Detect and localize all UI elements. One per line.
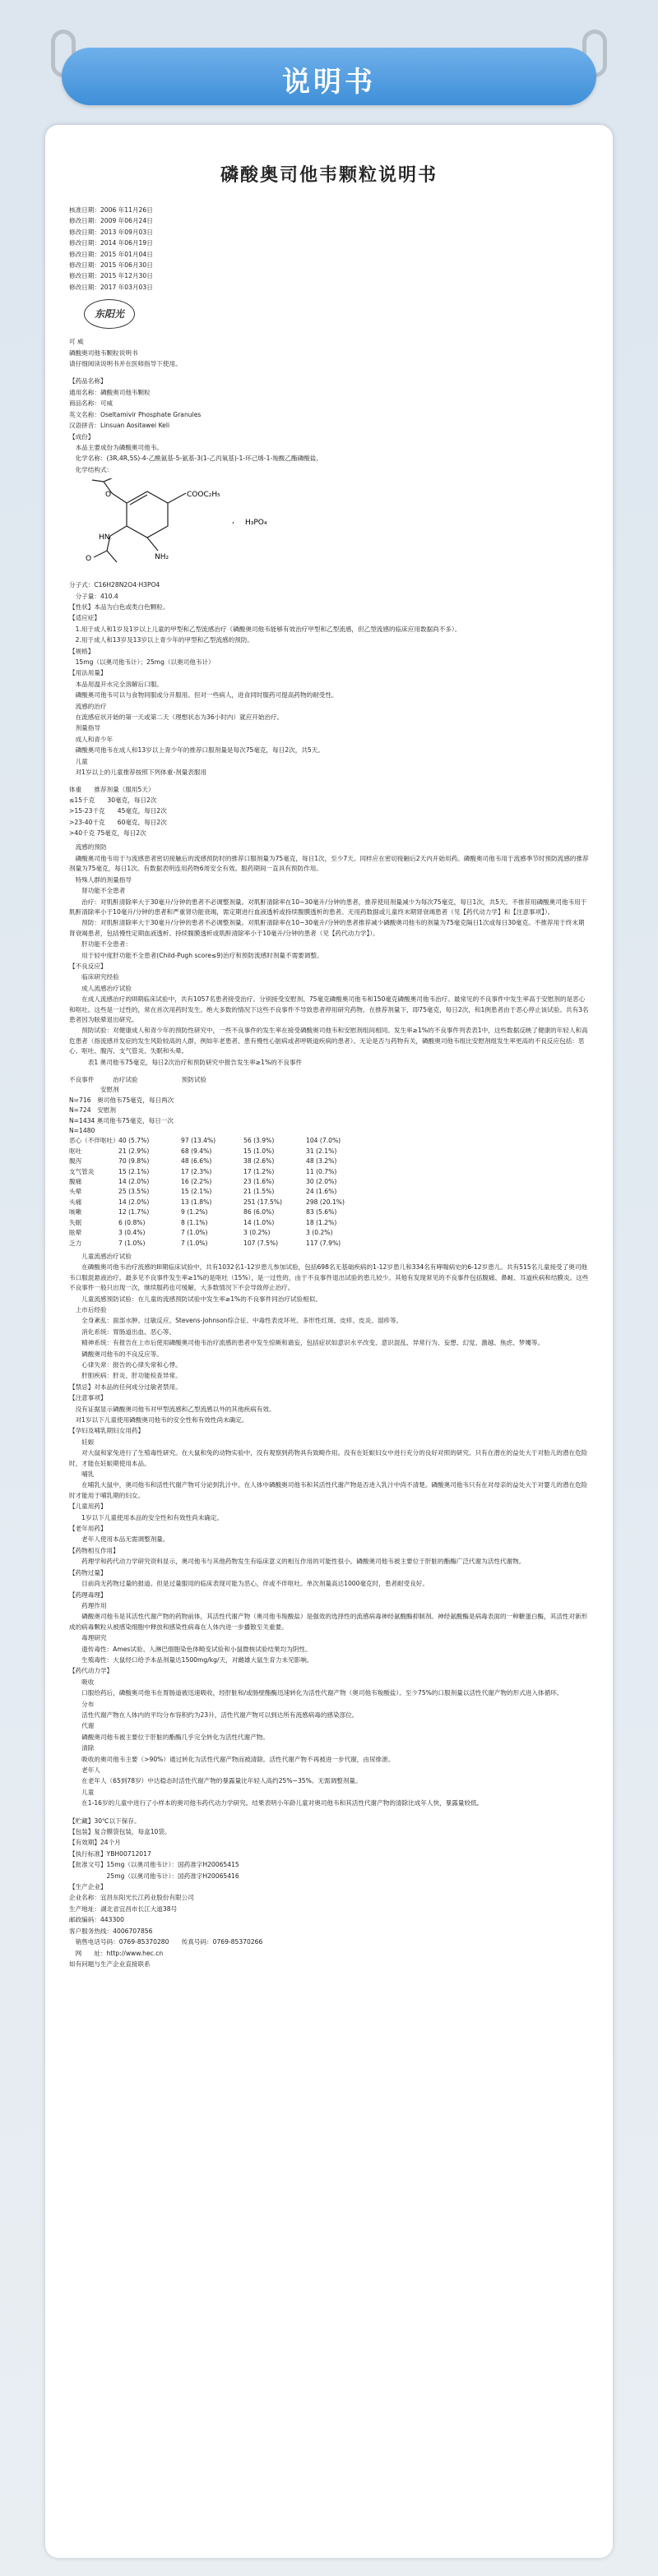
block3-line: 治疗：对肌酐清除率大于30毫升/分钟的患者不必调整剂量。对肌酐清除率在10~30毫升/分钟的患者，推荐使用剂量减少为每次75毫克，每日1次，共5天。不推荐用磷酸奥司他韦用于肌酐清除率小于10毫升/分钟的患者和严重肾功能衰竭，需定期进行血液透析或持续腹膜透析的患者。无用药数据或儿童终末期肾衰竭患者（见【药代动力学】和【注意事项】）。 — [69, 898, 587, 916]
block1-line: 英文名称：Oseltamivir Phosphate Granules — [69, 410, 202, 418]
ae-cell: 40 (5.7%) — [118, 1137, 150, 1145]
block4-line: 清除 — [69, 1744, 95, 1752]
block4-line: 【药物相互作用】 — [69, 1546, 119, 1554]
chemical-structure — [69, 478, 589, 575]
block2-line: 【性状】本品为白色或类白色颗粒。 — [69, 602, 169, 611]
block5-line: 【生产企业】 — [69, 1883, 107, 1891]
block4-line: 【药物过量】 — [69, 1568, 107, 1577]
ae-cell: 13 (1.8%) — [181, 1198, 212, 1206]
ae-event-name: 腹痛 — [69, 1178, 82, 1186]
block5-line: 【有效期】24个月 — [69, 1839, 121, 1847]
block2-line: 剂量指导 — [69, 724, 100, 732]
ae-cell: 11 (0.7%) — [306, 1167, 337, 1175]
block5-line: 邮政编码：443300 — [69, 1916, 124, 1924]
block1-line: 【药品名称】 — [69, 377, 107, 385]
block4-line: 遗传毒性：Ames试验、人淋巴细胞染色体畸变试验和小鼠微核试验结果均为阴性。 — [69, 1645, 312, 1653]
block4-line: 1岁以下儿童使用本品的安全性和有效性尚未确定。 — [69, 1513, 224, 1521]
ae-table-row — [69, 1239, 589, 1249]
ae-cell: 7 (1.0%) — [181, 1229, 208, 1237]
ae-head2: 安慰剂 — [69, 1086, 119, 1094]
ae-cell: 14 (1.0%) — [243, 1218, 275, 1226]
struct-comma: ， — [232, 517, 240, 526]
struct-ester-label: COOC₂H₅ — [187, 491, 220, 500]
block4-line: 儿童流感预防试验：在儿童的流感预防试验中发生率≥1%的不良事件同治疗试验相似。 — [69, 1295, 322, 1303]
block4-line: 磷酸奥司他韦被主要位于肝脏的酯酶几乎完全转化为活性代谢产物。 — [69, 1733, 269, 1741]
ae-cell: 298 (20.1%) — [306, 1198, 345, 1206]
block3-line: 在成人流感治疗的III期临床试验中，共有1057名患者接受治疗。分别接受安慰剂、75毫克磷酸奥司他韦和150毫克磷酸奥司他韦治疗。最常见的不良事件中发生率高于安慰剂的是恶心和呕吐。这些是一过性的，常在首次用药时发生。绝大多数的情况下这些不良事件不导致患者停用研究药物。在推荐剂量下，即75毫克，每日2次，和1例患者由于恶心停止该试验。共有3名患者因为眩晕退出研究。 — [69, 995, 589, 1023]
ae-cell: 38 (2.6%) — [243, 1157, 275, 1166]
ae-cell: 68 (9.4%) — [181, 1147, 212, 1155]
adverse-event-table — [69, 1075, 589, 1249]
block2-line: 磷酸奥司他韦可以与食物同服或分开服用。但对一些病人，进食同时服药可提高药物的耐受性。 — [69, 691, 338, 699]
block4-line: 对大鼠和家兔进行了生殖毒性研究。在大鼠和兔的动物实验中，没有观察到药物具有致畸作用。没有在妊娠妇女中进行充分的良好对照的研究。只有在潜在的益处大于对胎儿的潜在危险时，才能在妊娠期使用本品。 — [69, 1449, 588, 1467]
block4-line: 代谢 — [69, 1722, 95, 1730]
block2-line: 磷酸奥司他韦在成人和13岁以上青少年的推荐口服剂量是每次75毫克，每日2次，共5天。 — [69, 746, 324, 755]
ae-cell: 30 (2.0%) — [306, 1178, 337, 1186]
ae-cell: 15 (2.1%) — [118, 1167, 150, 1175]
block1-line: 通用名称：磷酸奥司他韦颗粒 — [69, 388, 151, 396]
block4-line: 吸收 — [69, 1678, 95, 1686]
block1-line: 商品名称：可威 — [69, 399, 114, 408]
block4-line: 活性代谢产物在人体内的平均分布容积约为23升，活性代谢产物可以到达所有流感病毒的感染部位。 — [69, 1710, 359, 1719]
block3-line: 特殊人群的剂量指导 — [69, 875, 132, 884]
ae-cell: 23 (1.6%) — [243, 1178, 275, 1186]
block4-line: 哺乳 — [69, 1470, 95, 1479]
block3-line: 临床研究经验 — [69, 973, 119, 981]
block4-line: 上市后经验 — [69, 1305, 107, 1313]
ae-table-row — [69, 1156, 589, 1166]
document-paper — [45, 125, 613, 2558]
block4-line: 毒理研究 — [69, 1634, 107, 1642]
structure-diagram — [69, 478, 316, 575]
ae-cell: 25 (3.5%) — [118, 1188, 150, 1196]
struct-o-label: O — [105, 491, 112, 500]
block4-line: 分布 — [69, 1700, 95, 1708]
ae-cell: 48 (6.6%) — [181, 1157, 212, 1166]
ae-head5: N=1434 奥司他韦75毫克，每日一次 — [69, 1116, 174, 1124]
revision-dates — [69, 205, 589, 293]
intro-line: 可 威 — [69, 338, 84, 346]
ae-event-name: 眩晕 — [69, 1229, 82, 1237]
composition-section — [69, 376, 589, 475]
block4-line: 老年人使用本品无需调整剂量。 — [69, 1535, 169, 1544]
block4-line: 【禁忌】对本品的任何成分过敏者禁用。 — [69, 1383, 182, 1391]
block4-line: 对1岁以下儿童使用磷酸奥司他韦的安全性和有效性尚未确定。 — [69, 1416, 248, 1424]
block2-line: 对1岁以上的儿童推荐按照下列体重-剂量表服用 — [69, 769, 207, 777]
ae-event-name: 咳嗽 — [69, 1208, 82, 1216]
block4-line: 精神系统：有报告在上市后使用磷酸奥司他韦治疗流感的患者中发生惊厥和谵妄，包括症状如意识水平改变、意识混乱、异常行为、妄想、幻觉、激越、焦虑、梦魇等。 — [69, 1339, 544, 1347]
dates-line: 修改日期：2015 年01月04日 — [69, 250, 153, 258]
ae-cell: 21 (2.9%) — [118, 1147, 150, 1155]
ae-cell: 24 (1.6%) — [306, 1188, 337, 1196]
block3-line: 磷酸奥司他韦用于与流感患者密切接触后的流感预防时的推荐口服剂量为75毫克，每日1次，至少7天。同样应在密切接触后2天内开始用药。磷酸奥司他韦用于流感季节时预防流感的推荐剂量为75毫克，每日1次。有数据表明连用药物6周安全有效。服药期间一直具有预防作用。 — [69, 854, 589, 873]
struct-nh2-label: NH₂ — [155, 553, 169, 562]
dates-line: 修改日期：2017 年03月03日 — [69, 283, 153, 291]
block4-line: 【老年用药】 — [69, 1525, 107, 1533]
block4-line: 【注意事项】 — [69, 1394, 107, 1402]
block4-line: 全身紊乱：面部水肿、过敏反应、Stevens-Johnson综合征、中毒性表皮坏死、多形性红斑、皮疹、皮炎、湿疹等。 — [69, 1317, 403, 1325]
block5-line: 【贮藏】30℃以下保存。 — [69, 1817, 141, 1825]
block3-line: 预防试验：对健康成人和青少年的预防性研究中，一些不良事件的发生率在接受磷酸奥司他韦和安慰剂组间相同。发生率≥1%的不良事件列表表1中，这些数据反映了健康的年轻人和高危患者（指流感并发症的发生风险较高的人群，例如年老患者、患有慢性心脏病或者呼吸道疾病的患者）。无论是否与药物有关，磷酸奥司他韦组比安慰剂组发生率更高的不良反应包括：恶心、呕吐、腹泻、支气管炎、失眠和头晕。 — [69, 1027, 588, 1055]
block2-line: 成人和青少年 — [69, 735, 114, 743]
block4-line: 磷酸奥司他韦的不良反应等。 — [69, 1350, 163, 1358]
indications-dosage-section — [69, 580, 589, 778]
company-logo-stamp: 东阳光 — [84, 299, 135, 329]
doseRows-line: >23-40千克 60毫克，每日2次 — [69, 818, 167, 826]
block4-line: 【药理毒理】 — [69, 1590, 107, 1599]
ae-event-name: 支气管炎 — [69, 1167, 95, 1175]
block2-line: 在流感症状开始的第一天或第二天（理想状态为36小时内）就应开始治疗。 — [69, 713, 284, 721]
block3-line: 【不良反应】 — [69, 962, 107, 970]
struct-acid-label: H₃PO₄ — [245, 519, 267, 528]
ae-cell: 14 (2.0%) — [118, 1178, 150, 1186]
block5-line: 【批准文号】15mg（以奥司他韦计）：国药准字H20065415 — [69, 1861, 239, 1869]
block2-line: 15mg（以奥司他韦计）；25mg（以奥司他韦计） — [69, 658, 215, 666]
block3-line: 肾功能不全患者 — [69, 887, 126, 895]
document-title: 磷酸奥司他韦颗粒说明书 — [220, 164, 438, 186]
block3-line: 成人流感治疗试验 — [69, 984, 132, 992]
ae-table-row — [69, 1228, 589, 1238]
struct-carbonyl-o: O — [86, 555, 92, 564]
ae-cell: 7 (1.0%) — [118, 1239, 146, 1247]
block3-line: 表1 奥司他韦75毫克，每日2次治疗和预防研究中报告发生率≥1%的不良事件 — [69, 1058, 303, 1066]
block2-line: 分子量：410.4 — [69, 592, 118, 600]
ae-cell: 251 (17.5%) — [243, 1198, 282, 1206]
block4-line: 儿童 — [69, 1788, 95, 1796]
ae-cell: 48 (3.2%) — [306, 1157, 337, 1166]
dates-line: 修改日期：2013 年09月03日 — [69, 228, 153, 236]
block1-line: 本品主要成份为磷酸奥司他韦。 — [69, 443, 163, 451]
clinical-pharmacology-section — [69, 1252, 589, 1809]
ae-cell: 21 (1.5%) — [243, 1188, 275, 1196]
dates-line: 核准日期：2006 年11月26日 — [69, 206, 153, 214]
block4-line: 生殖毒性：大鼠经口给予本品剂量达1500mg/kg/天，对雌雄大鼠生育力未见影响。 — [69, 1655, 313, 1664]
block3-line: 肝功能不全患者： — [69, 940, 132, 949]
ae-cell: 14 (2.0%) — [118, 1198, 150, 1206]
ae-cell: 3 (0.2%) — [243, 1229, 271, 1237]
prevention-adverse-section — [69, 843, 589, 1068]
block5-line: 【包装】复合膜袋包装，每盒10袋。 — [69, 1828, 171, 1836]
banner-title: 说明书 — [282, 66, 376, 99]
block4-line: 没有证据显示磷酸奥司他韦对甲型流感和乙型流感以外的其他疾病有效。 — [69, 1405, 276, 1413]
ae-cell: 8 (1.1%) — [181, 1218, 208, 1226]
block4-line: 药理作用 — [69, 1601, 107, 1609]
ae-cell: 56 (3.9%) — [243, 1137, 275, 1145]
ae-table-row — [69, 1218, 589, 1228]
block1-line: 化学结构式： — [69, 465, 114, 473]
ae-cell: 3 (0.4%) — [118, 1229, 146, 1237]
ae-event-name: 头晕 — [69, 1188, 82, 1196]
ae-cell: 104 (7.0%) — [306, 1137, 341, 1145]
dates-line: 修改日期：2014 年06月19日 — [69, 239, 153, 247]
block2-line: 本品用温开水完全溶解后口服。 — [69, 680, 163, 688]
block4-line: 【儿童用药】 — [69, 1503, 107, 1511]
ae-event-name: 失眠 — [69, 1218, 82, 1226]
ae-table-row — [69, 1207, 589, 1217]
block5-line: 25mg（以奥司他韦计）：国药准字H20065416 — [69, 1872, 239, 1880]
block1-line: 【成份】 — [69, 432, 95, 441]
block4-line: 口服给药后，磷酸奥司他韦在胃肠道被迅速吸收，经肝脏和/或肠壁酯酶迅速转化为活性代谢产物（奥司他韦羧酸盐）。至少75%的口服剂量以活性代谢产物的形式进入体循环。 — [69, 1689, 563, 1697]
block4-line: 消化系统：胃肠道出血、恶心等。 — [69, 1327, 176, 1336]
ae-event-name: 头痛 — [69, 1198, 82, 1206]
ae-cell: 7 (1.0%) — [181, 1239, 208, 1247]
block1-line: 汉语拼音：Linsuan Aositawei Keli — [69, 422, 170, 430]
dose-table-header: 体重 推荐剂量（服用5天） — [69, 786, 155, 794]
ae-event-name: 乏力 — [69, 1239, 82, 1247]
ae-table-row — [69, 1177, 589, 1187]
block5-line: 如有问题与生产企业直接联系 — [69, 1960, 151, 1968]
ae-cell: 3 (0.2%) — [306, 1229, 333, 1237]
ae-table-row — [69, 1187, 589, 1197]
block2-line: 2.用于成人和13岁及13岁以上青少年的甲型和乙型流感的预防。 — [69, 636, 254, 644]
block5-line: 企业名称：宜昌东阳光长江药业股份有限公司 — [69, 1894, 194, 1902]
document-content — [69, 163, 589, 1970]
block4-line: 【孕妇及哺乳期妇女用药】 — [69, 1427, 145, 1435]
doseRows-line: >15-23千克 45毫克，每日2次 — [69, 807, 167, 815]
ae-event-name: 腹泻 — [69, 1157, 82, 1166]
intro-line: 请仔细阅读说明书并在医师指导下使用。 — [69, 360, 182, 368]
block5-line: 客户服务热线：4006707856 — [69, 1927, 153, 1935]
ae-cell: 6 (0.8%) — [118, 1218, 146, 1226]
block4-line: 肝胆疾病：肝炎、肝功能检查异常。 — [69, 1372, 182, 1380]
block4-line: 心律失常：报告的心律失常和心悸。 — [69, 1360, 182, 1369]
ae-table-row — [69, 1136, 589, 1146]
ae-cell: 12 (1.7%) — [118, 1208, 150, 1216]
block2-line: 儿童 — [69, 757, 88, 765]
ae-head4: N=724 安慰剂 — [69, 1106, 116, 1115]
ae-head6: N=1480 — [69, 1127, 95, 1135]
ae-cell: 15 (2.1%) — [181, 1188, 212, 1196]
ae-head1: 不良事件 治疗试验 预防试验 — [69, 1076, 207, 1083]
block5-line: 生产地址：湖北省宜昌市长江大道38号 — [69, 1904, 178, 1913]
block4-line: 药理学和药代动力学研究资料显示，奥司他韦与其他药物发生有临床意义的相互作用的可能性很小。磷酸奥司他韦被主要位于肝脏的酯酶广泛代谢为活性代谢物。 — [69, 1558, 526, 1566]
intro-section — [69, 337, 589, 369]
ae-cell: 15 (1.0%) — [243, 1147, 275, 1155]
doseRows-line: ≤15千克 30毫克，每日2次 — [69, 796, 157, 804]
ae-cell: 17 (2.3%) — [181, 1167, 212, 1175]
block2-line: 【规格】 — [69, 647, 95, 655]
block4-line: 在磷酸奥司他韦治疗流感的III期临床试验中，共有1032名1-12岁患儿参加试验，包括698名无基础疾病的1-12岁患儿和334名有哮喘病史的6-12岁患儿。共有515名儿童接受了奥司他韦口服混悬液治疗。最多见不良事件发生率≥1%的是呕吐（15%），是一过性的，由于不良事件退出试验的患儿较少。其他有发现常见的不良事件包括腹痛、鼻衄、耳道疾病和结膜炎。这些不良事件一般只出现一次，继续服药也可缓解，大多数情况下不会导致停止治疗。 — [69, 1263, 589, 1292]
block2-line: 流感的治疗 — [69, 702, 107, 710]
ae-cell: 16 (2.2%) — [181, 1178, 212, 1186]
intro-line: 磷酸奥司他韦颗粒说明书 — [69, 349, 138, 357]
block4-line: 老年人 — [69, 1766, 100, 1774]
block3-line: 流感的预防 — [69, 843, 107, 852]
block2-line: 1.用于成人和1岁及1岁以上儿童的甲型和乙型流感治疗（磷酸奥司他韦能够有效治疗甲型和乙型流感，但乙型流感的临床应用数据尚不多）。 — [69, 625, 461, 633]
block3-line: 预防：对肌酐清除率大于30毫升/分钟的患者不必调整剂量。对肌酐清除率在10~30毫升/分钟的患者推荐减少磷酸奥司他韦的剂量为75毫克隔日1次或每日30毫克。不推荐用于终末期肾衰竭患者，包括慢性定期血液透析、持续腹膜透析或肌酐清除率小于10毫升/分钟的患者（见【药代动力学】）。 — [69, 919, 585, 937]
block2-line: 分子式：C16H28N2O4·H3PO4 — [69, 581, 160, 589]
ae-event-name: 呕吐 — [69, 1147, 82, 1155]
ae-cell: 97 (13.4%) — [181, 1137, 216, 1145]
dates-line: 修改日期：2015 年12月30日 — [69, 272, 153, 280]
ae-head3: N=716 奥司他韦75毫克，每日两次 — [69, 1096, 174, 1104]
storage-manufacturer-section — [69, 1817, 589, 1970]
ae-cell: 107 (7.5%) — [243, 1239, 279, 1247]
block2-line: 【适应症】 — [69, 614, 100, 622]
block4-line: 在老年人（65到78岁）中达稳态时活性代谢产物的暴露量比年轻人高约25%~35%。无需调整剂量。 — [69, 1777, 362, 1785]
ae-table-row — [69, 1198, 589, 1207]
block4-line: 【药代动力学】 — [69, 1667, 114, 1675]
ae-event-name: 恶心（不伴呕吐） — [69, 1137, 119, 1145]
block5-line: 销售电话号码：0769-85370280 传真号码：0769-85370266 — [69, 1938, 263, 1946]
block4-line: 妊娠 — [69, 1438, 95, 1446]
ae-cell: 18 (1.2%) — [306, 1218, 337, 1226]
ae-table-row — [69, 1167, 589, 1177]
dose-table — [69, 785, 589, 838]
block4-line: 儿童流感治疗试验 — [69, 1252, 132, 1260]
block4-line: 在哺乳大鼠中，奥司他韦和活性代谢产物可分泌到乳汁中。在人体中磷酸奥司他韦和其活性代谢产物是否进入乳汁中尚不清楚。磷酸奥司他韦只有在对母亲的益处大于对婴儿的潜在危险时才能用于哺乳期的妇女。 — [69, 1481, 588, 1499]
block3-line: 用于轻中度肝功能不全患者(Child-Pugh score≤9)治疗和预防流感时剂量不需要调整。 — [69, 951, 323, 959]
block5-line: 网 址：http://www.hec.cn — [69, 1949, 164, 1957]
ae-table-row — [69, 1147, 589, 1156]
ae-cell: 83 (5.6%) — [306, 1208, 337, 1216]
block4-line: 在1-16岁的儿童中进行了小样本的奥司他韦药代动力学研究。结果表明小年龄儿童对奥司他韦和其活性代谢产物的清除比成年人快，暴露量较低。 — [69, 1799, 484, 1807]
struct-hn-label: HN — [99, 533, 110, 542]
ae-cell: 31 (2.1%) — [306, 1147, 337, 1155]
block4-line: 磷酸奥司他韦是其活性代谢产物的药物前体，其活性代谢产物（奥司他韦羧酸盐）是强效的选择性的流感病毒神经氨酸酶抑制剂。神经氨酸酶是病毒表面的一种糖蛋白酶，其活性对新形成的病毒颗粒从被感染细胞中释放和感染性病毒在人体内进一步播散至关重要。 — [69, 1613, 588, 1631]
block5-line: 【执行标准】YBH00712017 — [69, 1849, 151, 1858]
ae-cell: 9 (1.2%) — [181, 1208, 208, 1216]
block4-line: 吸收的奥司他韦主要（>90%）通过转化为活性代谢产物而被清除。活性代谢产物不再被进一步代谢，由尿排泄。 — [69, 1755, 395, 1763]
dates-line: 修改日期：2015 年06月30日 — [69, 261, 153, 270]
block2-line: 【用法用量】 — [69, 669, 107, 677]
ae-cell: 117 (7.9%) — [306, 1239, 341, 1247]
ae-cell: 86 (6.0%) — [243, 1208, 275, 1216]
dates-line: 修改日期：2009 年06月24日 — [69, 217, 153, 225]
header-banner — [62, 48, 596, 105]
block4-line: 目前尚无药物过量的报道。但是过量服用的临床表现可能为恶心，伴或不伴呕吐。单次剂量高达1000毫克时，患者耐受良好。 — [69, 1580, 429, 1588]
ae-cell: 17 (1.2%) — [243, 1167, 275, 1175]
doseRows-line: >40千克 75毫克，每日2次 — [69, 829, 146, 838]
block1-line: 化学名称：(3R,4R,5S)-4-乙酰氨基-5-氨基-3(1-乙丙氧基)-1-环己烯-1-羧酸乙酯磷酸盐。 — [69, 455, 322, 463]
ae-cell: 70 (9.8%) — [118, 1157, 150, 1166]
